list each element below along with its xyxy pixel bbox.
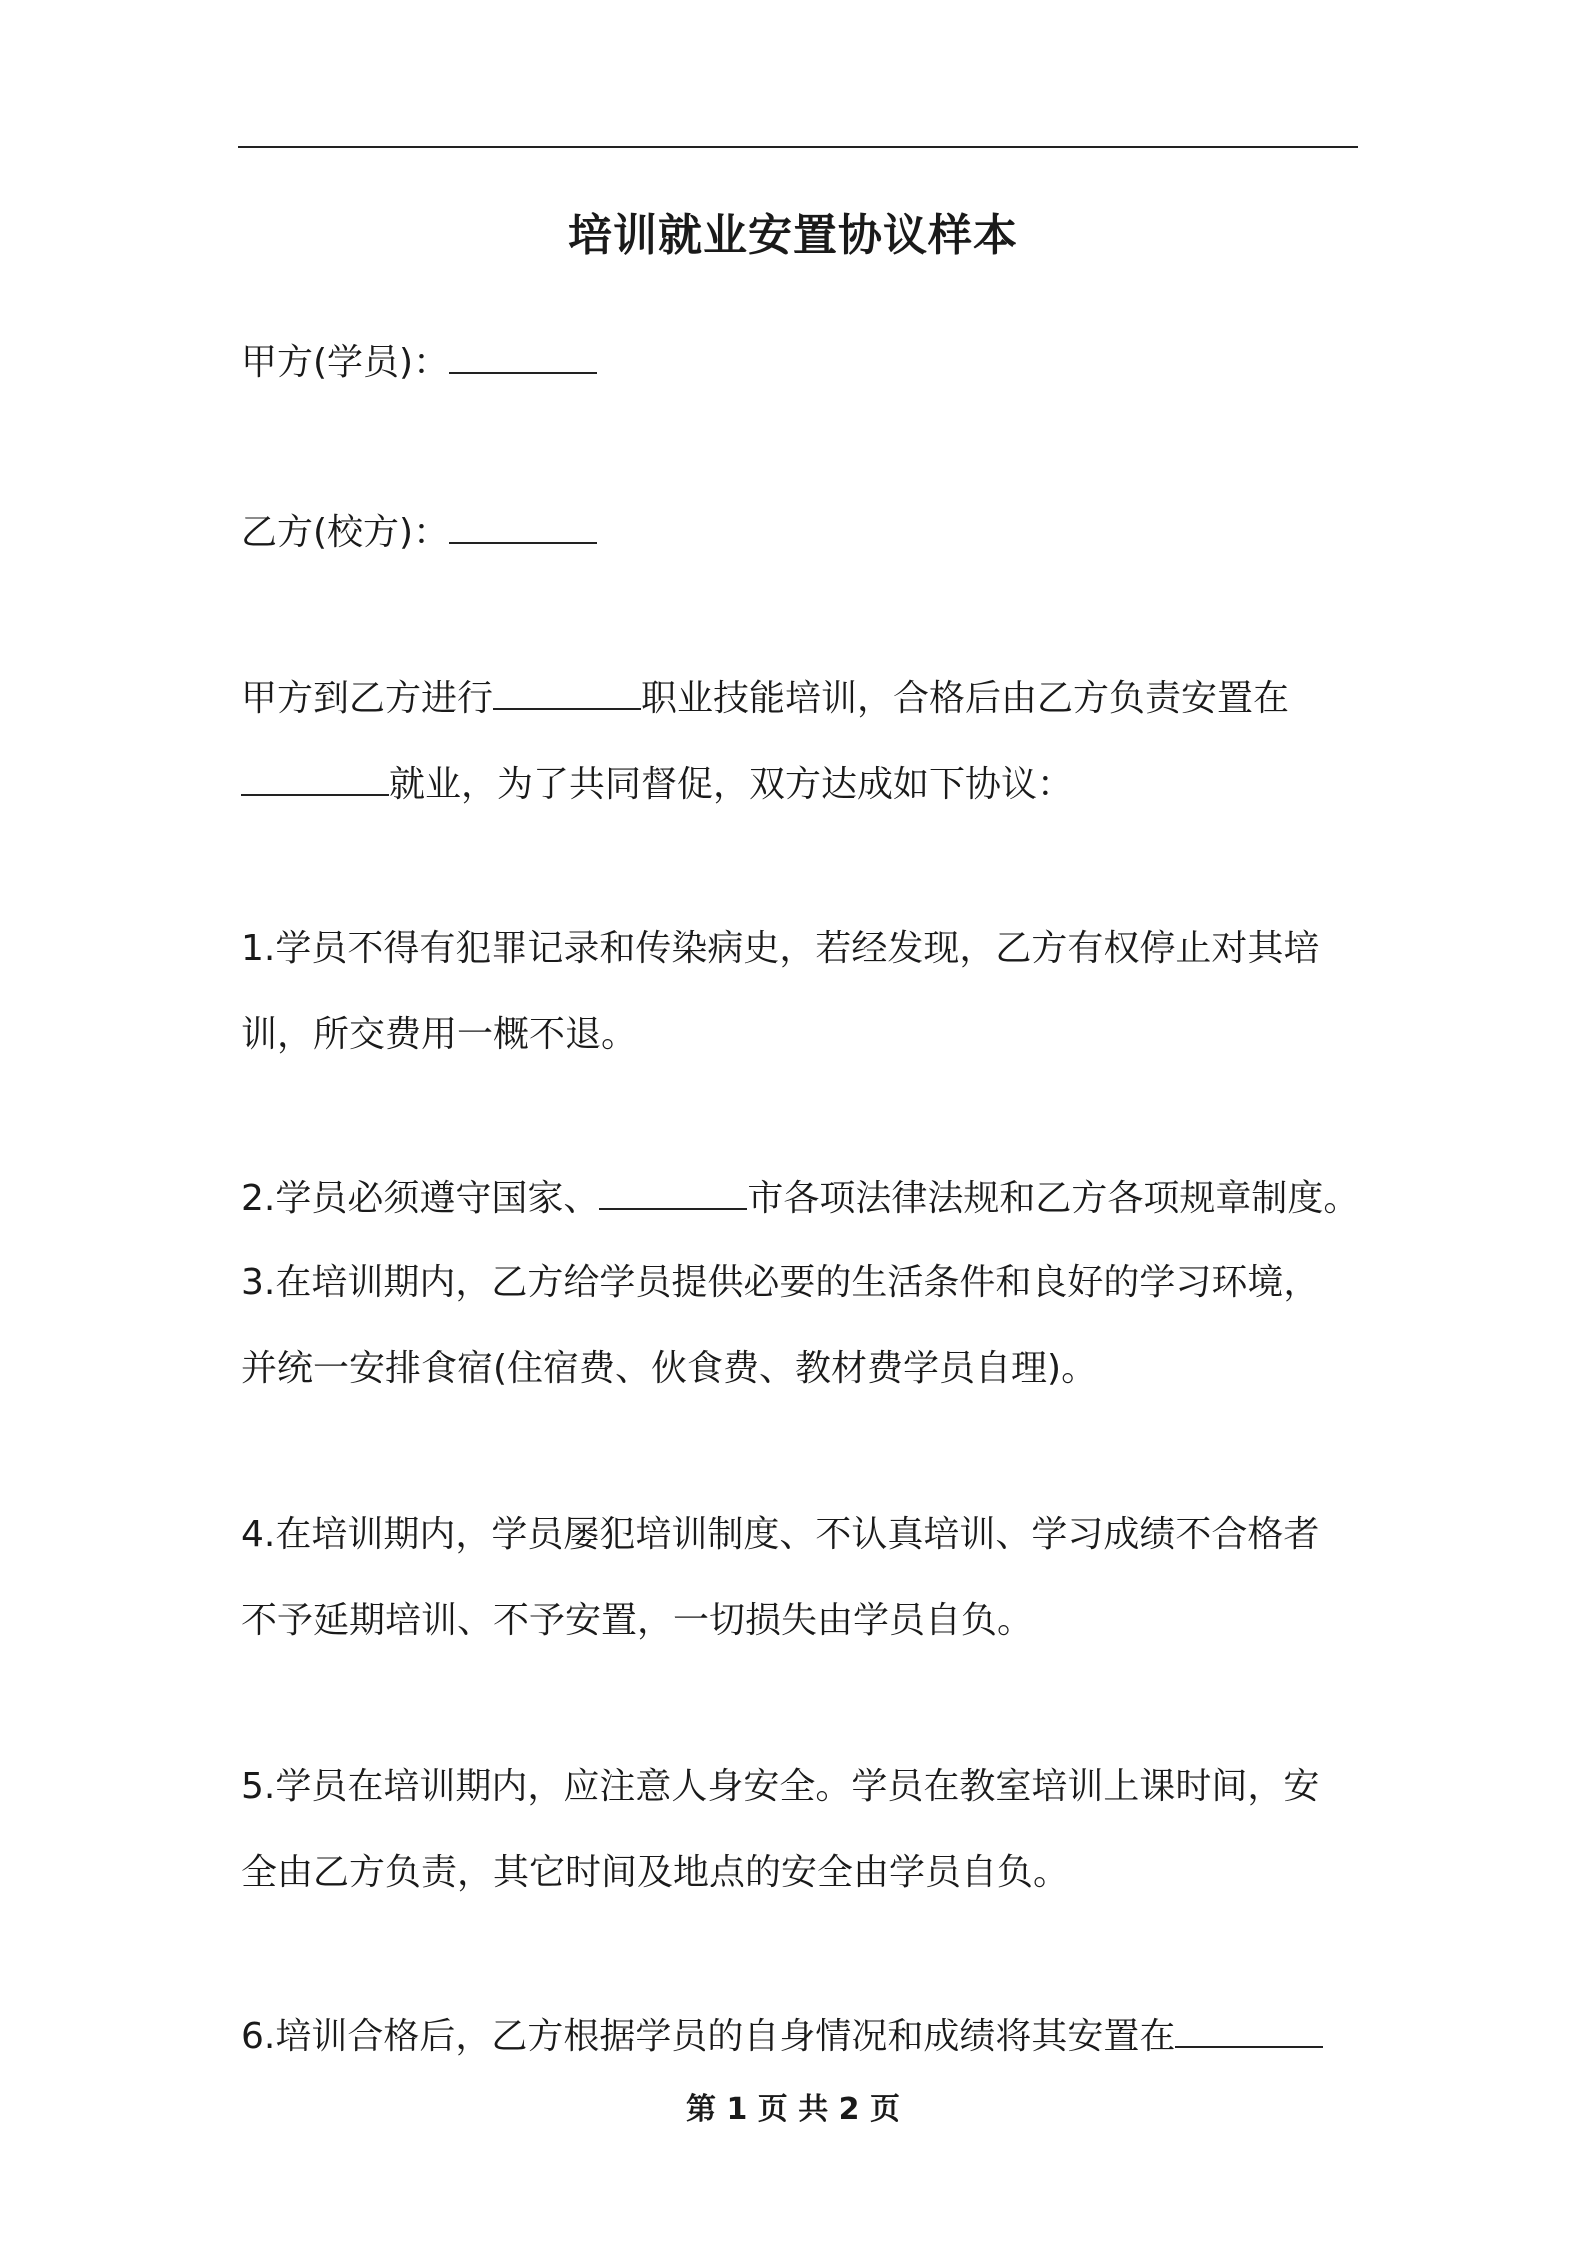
footer-current-page: 1 — [726, 2092, 748, 2127]
party-a-label: 甲方(学员)： — [241, 342, 450, 383]
city-blank — [599, 1178, 747, 1210]
footer-suffix: 页 — [870, 2092, 900, 2127]
footer-total-pages: 2 — [838, 2092, 860, 2127]
training-field-blank — [493, 678, 641, 710]
party-a-blank — [449, 342, 597, 374]
intro-line-2 — [241, 742, 1361, 828]
document-title: 培训就业安置协议样本 — [568, 210, 1018, 261]
header-rule — [238, 146, 1358, 148]
clause-5-line-2: 全由乙方负责，其它时间及地点的安全由学员自负。 — [241, 1852, 1070, 1893]
footer-prefix: 第 — [685, 2092, 716, 2127]
intro-text-a: 甲方到乙方进行 — [241, 678, 494, 719]
party-b-line — [241, 490, 1361, 576]
clause-4-line-2: 不予延期培训、不予安置，一切损失由学员自负。 — [241, 1600, 1034, 1641]
clause-3-line-1: 3.在培训期内，乙方给学员提供必要的生活条件和良好的学习环境， — [241, 1262, 1320, 1303]
placement-location-blank — [241, 764, 389, 796]
intro-text-b: 职业技能培训，合格后由乙方负责安置在 — [641, 678, 1290, 719]
footer-mid: 页 共 — [757, 2092, 829, 2127]
party-b-blank — [449, 512, 597, 544]
clause-1-line-2: 训，所交费用一概不退。 — [241, 1014, 638, 1055]
intro-text-c: 就业，为了共同督促，双方达成如下协议： — [389, 764, 1074, 805]
clause-5-line-1: 5.学员在培训期内，应注意人身安全。学员在教室培训上课时间，安 — [241, 1766, 1320, 1807]
clause-6-text: 6.培训合格后，乙方根据学员的自身情况和成绩将其安置在 — [241, 2016, 1176, 2057]
clause-6-line-1 — [241, 1994, 1361, 2080]
clause-2 — [241, 1156, 1361, 1242]
clause-2-text-a: 2.学员必须遵守国家、 — [241, 1178, 600, 1219]
clause-3-line-2: 并统一安排食宿(住宿费、伙食费、教材费学员自理)。 — [241, 1348, 1098, 1389]
page-footer — [0, 2090, 1586, 2130]
party-b-label: 乙方(校方)： — [241, 512, 450, 553]
clause-2-text-b: 市各项法律法规和乙方各项规章制度。 — [747, 1178, 1360, 1219]
clause-1-line-1: 1.学员不得有犯罪记录和传染病史，若经发现，乙方有权停止对其培 — [241, 928, 1320, 969]
party-a-line — [241, 320, 1361, 406]
clause-4-line-1: 4.在培训期内，学员屡犯培训制度、不认真培训、学习成绩不合格者 — [241, 1514, 1320, 1555]
placement-blank — [1175, 2016, 1323, 2048]
intro-line-1 — [241, 656, 1361, 742]
